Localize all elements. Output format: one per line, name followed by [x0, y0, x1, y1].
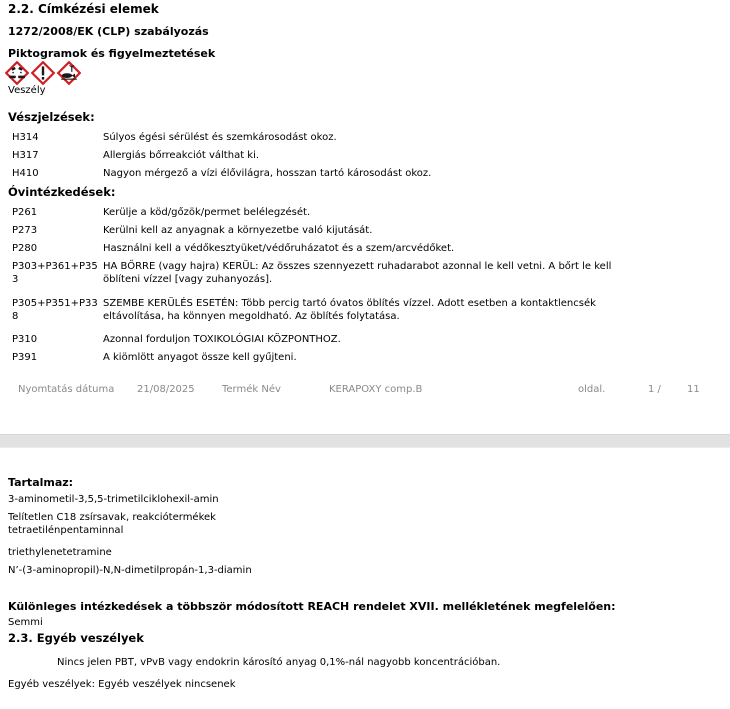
print-date-label: Nyomtatás dátuma: [18, 384, 115, 395]
ghs09-environment-icon: [57, 61, 81, 85]
precaution-text: HA BŐRRE (vagy hajra) KERÜL: Az összes szennyezett ruhadarabot azonnal le kell vetni. A bőrt le kell öblíteni vízzel [vagy zuhanyozás].: [103, 261, 612, 285]
page-number-total: 11: [687, 384, 700, 395]
page-number-current: 1 /: [648, 384, 661, 395]
hazard-text: Allergiás bőrreakciót válthat ki.: [103, 150, 260, 161]
hazard-code: H314: [12, 132, 39, 143]
hazard-code: H410: [12, 168, 39, 179]
page-number-label: oldal.: [578, 384, 606, 395]
hazard-text: Nagyon mérgező a vízi élővilágra, hosszan tartó károsodást okoz.: [103, 168, 432, 179]
hazard-code: H317: [12, 150, 39, 161]
section-2-3-title: 2.3. Egyéb veszélyek: [8, 631, 144, 645]
precaution-text: Kerülni kell az anyagnak a környezetbe való kijutását.: [103, 225, 373, 236]
ghs-pictogram-row: [5, 61, 81, 85]
ghs07-exclamation-icon: [31, 61, 55, 85]
contains-heading: Tartalmaz:: [8, 476, 74, 489]
precaution-code: P303+P361+P353: [12, 261, 98, 285]
substance-item: Telítetlen C18 zsírsavak, reakciótermékek tetraetilénpentaminnal: [8, 512, 216, 536]
precautionary-statements-heading: Óvintézkedések:: [8, 185, 116, 199]
other-hazards-line: Egyéb veszélyek: Egyéb veszélyek nincsenek: [8, 679, 236, 690]
page-footer: [0, 384, 730, 398]
clp-regulation-line: 1272/2008/EK (CLP) szabályozás: [8, 25, 209, 38]
substance-item: 3-aminometil-3,5,5-trimetilciklohexil-amin: [8, 494, 219, 505]
print-date-value: 21/08/2025: [137, 384, 195, 395]
hazard-statements-heading: Vészjelzések:: [8, 110, 95, 124]
product-name-value: KERAPOXY comp.B: [329, 384, 423, 395]
precaution-text: Kerülje a köd/gőzök/permet belélegzését.: [103, 207, 311, 218]
precaution-text: Használni kell a védőkesztyüket/védőruházatot és a szem/arcvédőket.: [103, 243, 455, 254]
ghs05-corrosion-icon: [5, 61, 29, 85]
substance-item: triethylenetetramine: [8, 547, 112, 558]
precaution-code: P280: [12, 243, 38, 254]
substance-item: N’-(3-aminopropil)-N,N-dimetilpropán-1,3-diamin: [8, 565, 252, 576]
precaution-code: P310: [12, 334, 38, 345]
product-name-label: Termék Név: [222, 384, 281, 395]
precaution-code: P273: [12, 225, 38, 236]
reach-annex-heading: Különleges intézkedések a többször módosított REACH rendelet XVII. mellékletének megfelelően:: [8, 600, 616, 613]
page-separator: [0, 434, 730, 448]
precaution-text: Azonnal forduljon TOXIKOLÓGIAI KÖZPONTHOZ.: [103, 334, 341, 345]
reach-annex-value: Semmi: [8, 617, 43, 628]
precaution-text: A kiömlött anyagot össze kell gyűjteni.: [103, 352, 297, 363]
precaution-code: P305+P351+P338: [12, 298, 98, 322]
precaution-text: SZEMBE KERÜLÉS ESETÉN: Több percig tartó óvatos öblítés vízzel. Adott esetben a kontaktlencsék eltávolítása, ha könnyen megoldható. Az öblítés folytatása.: [103, 298, 596, 322]
section-2-2-title: 2.2. Címkézési elemek: [8, 2, 159, 16]
signal-word: Veszély: [8, 85, 46, 96]
precaution-code: P391: [12, 352, 38, 363]
pictograms-heading: Piktogramok és figyelmeztetések: [8, 47, 216, 60]
precaution-code: P261: [12, 207, 38, 218]
hazard-text: Súlyos égési sérülést és szemkárosodást okoz.: [103, 132, 337, 143]
pbt-statement: Nincs jelen PBT, vPvB vagy endokrin károsító anyag 0,1%-nál nagyobb koncentrációban.: [57, 657, 501, 668]
